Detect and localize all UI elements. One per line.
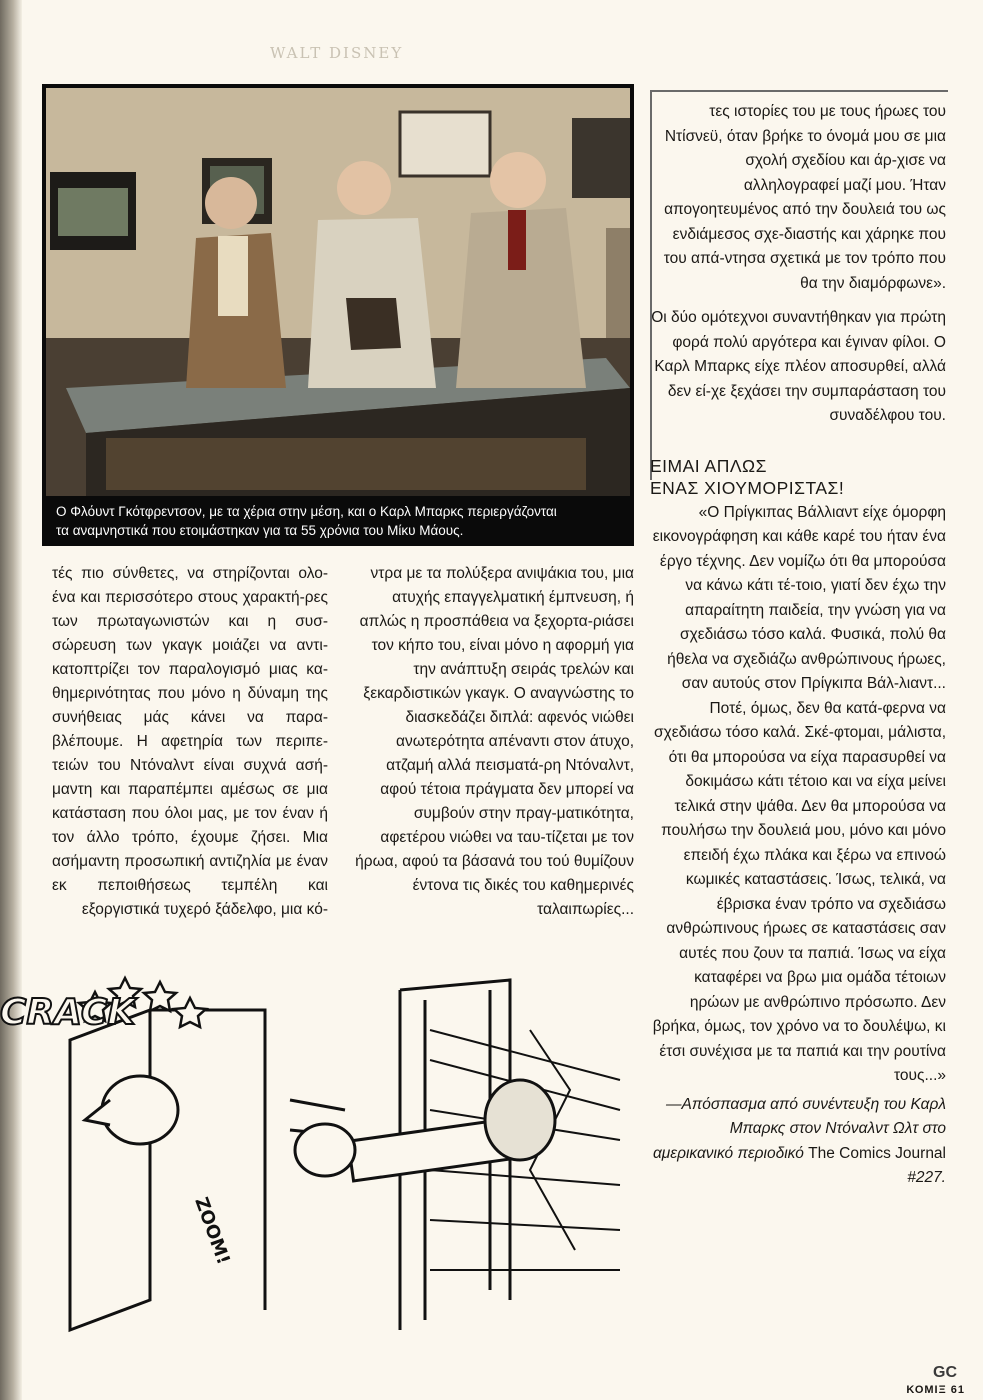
section-subheading: [650, 455, 946, 499]
photo-caption-line-2: τα αναμνηστικά που ετοιμάστηκαν για τα 55 χρόνια του Μίκυ Μάους.: [56, 523, 464, 538]
sidebar-paragraph-1: τες ιστορίες του με τους ήρωες του Ντίσνεϋ, όταν βρήκε το όνομά μου σε μια σχολή σχεδίου και άρ-χισε να αλληλογραφεί μαζί μου. Ήταν απογοητευμένος από την δουλειά του ως ενδιάμεσος σχε-διαστής και χάρηκε που του απά-ντησα σχετικά με τον τρόπο που θα την διαμόρφωνε».: [663, 103, 946, 292]
article-paragraph: τές πιο σύνθετες, να στηρίζονται ολο-ένα και περισσότερο στους χαρακτή-ρες των πρωταγωνιστών και η συσ-σώρευση των γκαγκ μοιάζει να αντι-κατοπτρίζει τον παραλογισμό μιας κα-θημερινότητας που μόνο η δύναμη της συνήθειας μάς κάνει να παρα-βλέπουμε. Η αφετηρία των περιπε-τειών του Ντόναλντ είναι συχνά ασή-μαντη και παραπέμπει αμέσως σε μια κατάσταση που όλοι μας, με τον έναν ή τον άλλο τρόπο, έχουμε ζήσει. Μια ασήμαντη προσωπική αντιζηλία με έναν εκ πεποιθήσεως τεμπέλη και εξοργιστικά τυχερό ξάδελφο, μια κό-: [52, 565, 328, 918]
photo-caption-line-1: Ο Φλόυντ Γκότφρεντσον, με τα χέρια στην μέση, και ο Καρλ Μπαρκς περιεργάζονται: [56, 504, 557, 519]
comic-crack-text: CRACK: [0, 992, 136, 1033]
source-magazine: The Comics Journal: [808, 1144, 946, 1162]
sidebar-paragraph-2: Οι δύο ομότεχνοι συναντήθηκαν για πρώτη φορά πολύ αργότερα και έγιναν φίλοι. Ο Καρλ Μπαρκς είχε πλέον αποσυρθεί, αλλά δεν εί-χε ξεχάσει την συμπαράσταση του συναδέλφου του.: [651, 309, 946, 424]
comic-zoom-text: ZOOM!: [190, 1194, 234, 1268]
page-number: 61: [950, 1384, 965, 1396]
photo-figure: [42, 84, 634, 546]
photo-image: [46, 88, 630, 496]
background-watermark: WALT DISNEY: [270, 44, 404, 62]
door-swinging: [70, 1010, 150, 1330]
interview-quote: «Ο Πρίγκιπας Βάλλιαντ είχε όμορφη εικονογράφηση και κάθε καρέ του ήταν ένα έργο τέχνης. Δεν νομίζω ότι θα μπορούσα να κάνω κάτι τέ-τοιο, γιατί δεν έχω την απαραίτητη παιδεία, την γνώση για να σχεδιάσω τόσο καλά. Φυσικά, πολύ θα ήθελα να σχεδιάζω ανθρώπινους ήρωες, σαν αυτούς στον Πρίγκιπα Βάλ-λιαντ... Ποτέ, όμως, δεν θα κατά-φερνα να σχεδιάσω τόσο καλά. Σκέ-φτομαι, μάλιστα, ότι θα μπορούσα να είχα παρασυρθεί να δοκιμάσω κάτι τέτοιο και να είχα μείνει τελικά στην ψάθα. Δεν θα μπορούσα να πουλήσω την δουλειά μου, μόνο και μόνο επειδή έχω πλάκα και ξέρω να επινοώ κωμικές καταστάσεις. Ίσως, τελικά, να έβρισκα έναν τρόπο να σχεδιάσω ανθρώπινους ήρωες σε καταστάσεις σαν αυτές που ζουν τα παπιά. Ίσως να είχα καταφέρει να βρω μια ομάδα τέτοιων ηρώων με ανθρώπινο πρόσωπο. Δεν βρήκα, όμως, τον χρόνο να το δουλέψω, κι έτσι συνέχισα με τα παπιά και την ρουτίνα τους...»: [652, 503, 946, 1084]
photo-illustration: [46, 88, 630, 496]
article-column-right: [650, 100, 946, 1191]
subheading-line-1: ΕΙΜΑΙ ΑΠΛΩΣ: [650, 455, 767, 476]
quote-source: [650, 1093, 946, 1191]
subheading-line-2: ΕΝΑΣ ΧΙΟΥΜΟΡΙΣΤΑΣ!: [650, 477, 845, 498]
page-footer: [906, 1384, 965, 1396]
door-frame-left: [150, 1010, 265, 1310]
article-column-middle: [348, 562, 634, 922]
stamp-mark: GC: [933, 1364, 957, 1381]
article-column-left: [52, 562, 328, 922]
star-icon: [174, 998, 206, 1027]
source-prefix: —Απόσπασμα από συνέντευξη του Καρλ Μπαρκς στον Ντόναλντ Ωλτ στο αμερικανικό περιοδικό: [652, 1095, 946, 1162]
photo-caption: [46, 496, 630, 540]
article-paragraph: ντρα με τα πολύξερα ανιψάκια του, μια ατυχής επαγγελματική έμπνευση, ή απλώς η προσπάθεια να ξεχορτα-ριάσει τον κήπο του, είναι μόνο η αφορμή για την ανάπτυξη σειράς τρελών και ξεκαρδιστικών γκαγκ. Ο αναγνώστης το διασκεδάζει διπλά: αφενός νιώθει ανωτερότητα απέναντι στον άτυχο, ατζαμή αλλά πεισματά-ρη Ντόναλντ, αφού τέτοια πράγματα δεν μπορεί να συμβούν στην πραγ-ματικότητα, αφετέρου νιώθει να ταυ-τίζεται με τον ήρωα, αφού τα βάσανά του τού θυμίζουν έντονα τις δικές του καθημερινές ταλαιπωρίες...: [355, 565, 634, 918]
comic-illustration: [0, 970, 640, 1350]
star-icon: [144, 982, 176, 1011]
source-issue: #227.: [907, 1169, 946, 1186]
magazine-name: ΚΟΜΙΞ: [906, 1384, 947, 1396]
